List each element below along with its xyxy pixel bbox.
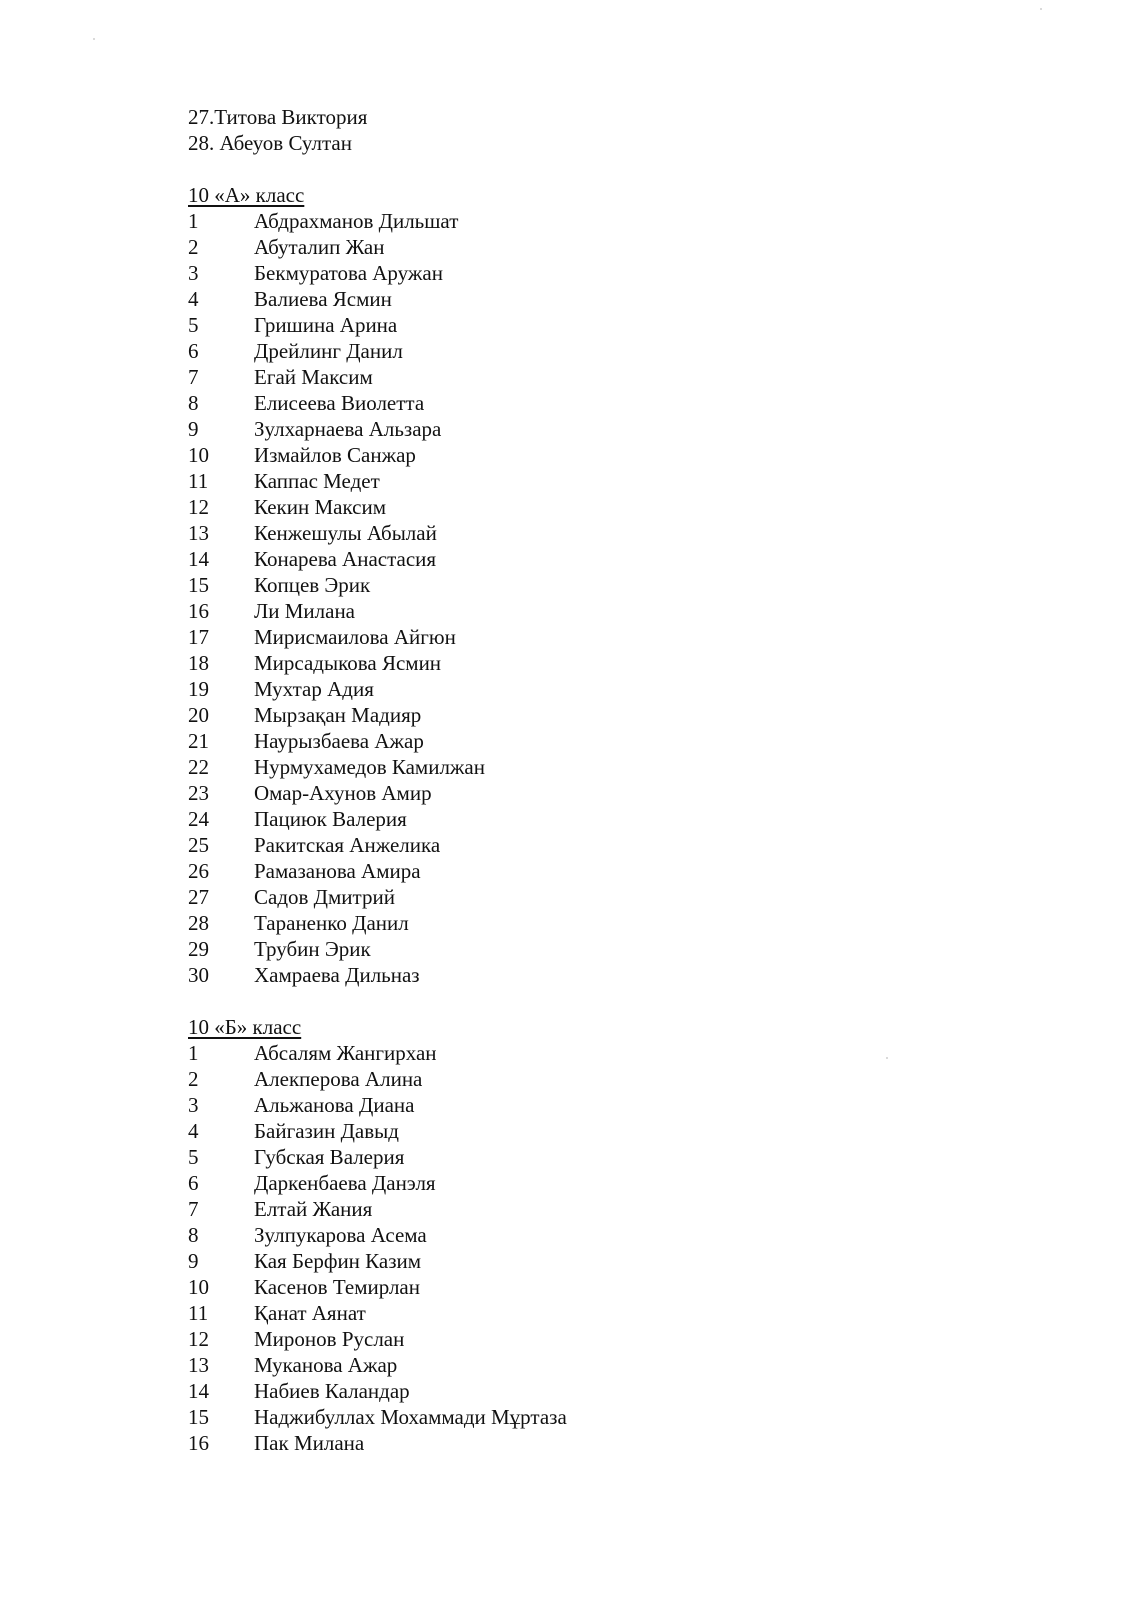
student-name: Абуталип Жан [254, 235, 385, 259]
student-row [188, 442, 1088, 468]
student-row [188, 1274, 1088, 1300]
student-number: 7 [188, 1197, 199, 1221]
student-name: Каппас Медет [254, 469, 380, 493]
class-10b-list [188, 1040, 1088, 1456]
student-row [188, 208, 1088, 234]
student-row [188, 1196, 1088, 1222]
student-number: 5 [188, 313, 199, 337]
student-number: 3 [188, 1093, 199, 1117]
student-number: 17 [188, 625, 209, 649]
student-name: Абсалям Жангирхан [254, 1041, 437, 1065]
student-name: Абдрахманов Дильшат [254, 209, 459, 233]
student-number: 28 [188, 911, 209, 935]
student-row [188, 806, 1088, 832]
student-number: 4 [188, 1119, 199, 1143]
student-name: Альжанова Диана [254, 1093, 415, 1117]
student-row [188, 390, 1088, 416]
student-name: Пак Милана [254, 1431, 365, 1455]
student-row [188, 1326, 1088, 1352]
student-number: 11 [188, 469, 209, 493]
student-row [188, 1378, 1088, 1404]
student-row [188, 702, 1088, 728]
student-row [188, 884, 1088, 910]
student-name: Валиева Ясмин [254, 287, 392, 311]
student-row [188, 260, 1088, 286]
student-name: Мирисмаилова Айгюн [254, 625, 456, 649]
student-row [188, 1040, 1088, 1066]
student-number: 13 [188, 1353, 209, 1377]
student-row [188, 936, 1088, 962]
student-name: Тараненко Данил [254, 911, 409, 935]
student-row [188, 1352, 1088, 1378]
student-number: 14 [188, 1379, 209, 1403]
student-row [188, 364, 1088, 390]
student-name: Мырзақан Мадияр [254, 703, 422, 727]
student-name: Даркенбаева Данэля [254, 1171, 436, 1195]
student-name: Измайлов Санжар [254, 443, 416, 467]
scan-artifact [1040, 8, 1042, 10]
student-name: Байгазин Давыд [254, 1119, 399, 1143]
student-name: Муканова Ажар [254, 1353, 398, 1377]
student-row [188, 1248, 1088, 1274]
student-name: Конарева Анастасия [254, 547, 437, 571]
student-name: Ли Милана [254, 599, 356, 623]
student-number: 23 [188, 781, 209, 805]
student-number: 1 [188, 1041, 199, 1065]
student-row [188, 1092, 1088, 1118]
student-number: 29 [188, 937, 209, 961]
list-item: 28. Абеуов Султан [188, 131, 352, 155]
student-row [188, 624, 1088, 650]
student-number: 27 [188, 885, 209, 909]
student-name: Елтай Жания [254, 1197, 373, 1221]
student-number: 12 [188, 1327, 209, 1351]
student-row [188, 468, 1088, 494]
section-gap [188, 988, 1088, 1014]
student-name: Кая Берфин Казим [254, 1249, 422, 1273]
student-number: 6 [188, 1171, 199, 1195]
student-name: Омар-Ахунов Амир [254, 781, 432, 805]
student-name: Набиев Каландар [254, 1379, 410, 1403]
student-number: 16 [188, 599, 209, 623]
class-10b-title: 10 «Б» класс [188, 1015, 302, 1039]
student-row [188, 910, 1088, 936]
student-row [188, 312, 1088, 338]
student-number: 9 [188, 417, 199, 441]
student-row [188, 1170, 1088, 1196]
class-10b-section [188, 1014, 1088, 1456]
student-name: Трубин Эрик [254, 937, 371, 961]
student-number: 12 [188, 495, 209, 519]
student-name: Бекмуратова Аружан [254, 261, 443, 285]
student-number: 22 [188, 755, 209, 779]
student-row [188, 676, 1088, 702]
student-row [188, 234, 1088, 260]
student-number: 7 [188, 365, 199, 389]
student-number: 15 [188, 573, 209, 597]
student-number: 10 [188, 1275, 209, 1299]
student-number: 19 [188, 677, 209, 701]
student-name: Касенов Темирлан [254, 1275, 420, 1299]
student-number: 2 [188, 235, 199, 259]
student-row [188, 832, 1088, 858]
student-row [188, 494, 1088, 520]
student-name: Мирсадыкова Ясмин [254, 651, 442, 675]
student-name: Кенжешулы Абылай [254, 521, 437, 545]
list-item: 27.Титова Виктория [188, 105, 368, 129]
class-10a-section [188, 182, 1088, 988]
student-number: 13 [188, 521, 209, 545]
continued-list [188, 104, 1088, 156]
section-gap [188, 156, 1088, 182]
student-name: Егай Максим [254, 365, 373, 389]
student-row [188, 1430, 1088, 1456]
student-number: 21 [188, 729, 209, 753]
student-name: Зулпукарова Асема [254, 1223, 427, 1247]
student-row [188, 546, 1088, 572]
student-name: Дрейлинг Данил [254, 339, 403, 363]
student-row [188, 858, 1088, 884]
student-number: 6 [188, 339, 199, 363]
student-number: 30 [188, 963, 209, 987]
student-name: Пациюк Валерия [254, 807, 407, 831]
student-row [188, 962, 1088, 988]
student-number: 14 [188, 547, 209, 571]
student-number: 4 [188, 287, 199, 311]
student-number: 25 [188, 833, 209, 857]
student-name: Миронов Руслан [254, 1327, 405, 1351]
student-number: 26 [188, 859, 209, 883]
student-number: 24 [188, 807, 209, 831]
scan-artifact [93, 38, 95, 40]
student-name: Зулхарнаева Альзара [254, 417, 442, 441]
student-number: 9 [188, 1249, 199, 1273]
student-name: Гришина Арина [254, 313, 398, 337]
student-name: Наурызбаева Ажар [254, 729, 424, 753]
student-row [188, 572, 1088, 598]
student-row [188, 1118, 1088, 1144]
student-name: Наджибуллах Мохаммади Мұртаза [254, 1405, 567, 1429]
student-number: 18 [188, 651, 209, 675]
student-row [188, 338, 1088, 364]
student-row [188, 1300, 1088, 1326]
student-number: 5 [188, 1145, 199, 1169]
student-number: 10 [188, 443, 209, 467]
student-row [188, 754, 1088, 780]
student-number: 8 [188, 1223, 199, 1247]
student-name: Рамазанова Амира [254, 859, 421, 883]
student-name: Губская Валерия [254, 1145, 405, 1169]
student-row [188, 286, 1088, 312]
student-number: 3 [188, 261, 199, 285]
student-name: Садов Дмитрий [254, 885, 395, 909]
student-name: Копцев Эрик [254, 573, 371, 597]
student-row [188, 598, 1088, 624]
student-name: Хамраева Дильназ [254, 963, 420, 987]
student-number: 1 [188, 209, 199, 233]
student-name: Кекин Максим [254, 495, 386, 519]
student-number: 20 [188, 703, 209, 727]
student-row [188, 1066, 1088, 1092]
student-number: 11 [188, 1301, 209, 1325]
student-number: 8 [188, 391, 199, 415]
student-row [188, 416, 1088, 442]
student-row [188, 650, 1088, 676]
student-row [188, 1222, 1088, 1248]
student-row [188, 520, 1088, 546]
student-number: 2 [188, 1067, 199, 1091]
student-number: 16 [188, 1431, 209, 1455]
class-10a-list [188, 208, 1088, 988]
student-row [188, 1144, 1088, 1170]
student-name: Алекперова Алина [254, 1067, 423, 1091]
student-name: Мухтар Адия [254, 677, 374, 701]
class-10a-title: 10 «А» класс [188, 183, 305, 207]
student-name: Нурмухамедов Камилжан [254, 755, 485, 779]
student-name: Ракитская Анжелика [254, 833, 441, 857]
student-name: Қанат Аянат [254, 1301, 366, 1325]
student-row [188, 1404, 1088, 1430]
student-name: Елисеева Виолетта [254, 391, 425, 415]
student-number: 15 [188, 1405, 209, 1429]
student-lists [188, 104, 1088, 1456]
student-row [188, 780, 1088, 806]
student-row [188, 728, 1088, 754]
